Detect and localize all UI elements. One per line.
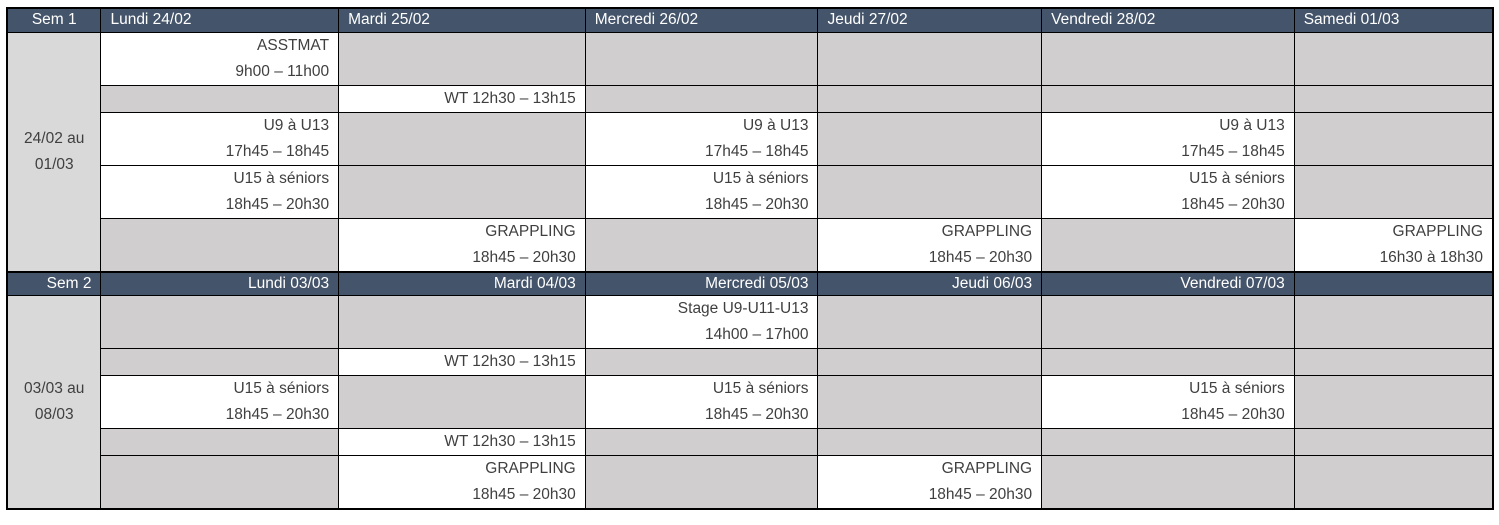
event-title: U9 à U13 (263, 116, 330, 134)
day-header: Mercredi 26/02 (585, 8, 818, 32)
empty-cell (1294, 296, 1493, 349)
event-title: U15 à séniors (712, 380, 809, 397)
event-time: 18h45 – 20h30 (705, 406, 809, 423)
day-header: Samedi 01/03 (1294, 8, 1493, 32)
empty-cell (818, 349, 1042, 376)
event-title: U15 à séniors (1189, 380, 1285, 397)
empty-cell (339, 32, 586, 85)
event-title: Stage U9-U11-U13 (677, 300, 809, 317)
event-cell (101, 165, 339, 218)
empty-cell (1042, 456, 1295, 510)
day-header: Mardi 25/02 (339, 8, 586, 32)
empty-cell (1294, 429, 1493, 456)
empty-cell (101, 296, 339, 349)
event-time: 16h30 à 18h30 (1379, 248, 1483, 266)
event-title: WT 12h30 – 13h15 (444, 433, 576, 450)
empty-cell (818, 85, 1042, 112)
event-cell (818, 456, 1042, 510)
event-time: 18h45 – 20h30 (472, 486, 576, 503)
event-cell (585, 165, 818, 218)
empty-cell (1294, 32, 1493, 85)
event-cell (1042, 376, 1295, 429)
event-time: 18h45 – 20h30 (928, 248, 1033, 266)
event-cell (339, 85, 586, 112)
day-header: Mardi 04/03 (339, 272, 586, 296)
empty-cell (1294, 112, 1493, 165)
event-title: GRAPPLING (941, 460, 1033, 477)
event-time: 18h45 – 20h30 (928, 486, 1033, 503)
event-cell (818, 218, 1042, 272)
event-title: U15 à séniors (233, 169, 330, 187)
event-cell (101, 32, 339, 85)
event-title: U15 à séniors (712, 169, 809, 187)
event-time: 18h45 – 20h30 (225, 406, 330, 423)
empty-cell (1294, 349, 1493, 376)
event-time: 18h45 – 20h30 (225, 195, 330, 213)
week-range-line: 24/02 au (24, 129, 85, 147)
day-header: Lundi 03/03 (101, 272, 339, 296)
day-header (1294, 272, 1493, 296)
week-number-header: Sem 2 (7, 272, 101, 296)
empty-cell (818, 112, 1042, 165)
event-title: GRAPPLING (1392, 222, 1483, 240)
event-cell (339, 218, 586, 272)
day-header: Vendredi 28/02 (1042, 8, 1295, 32)
event-time: 17h45 – 18h45 (225, 142, 330, 160)
empty-cell (1294, 165, 1493, 218)
schedule-row (7, 85, 1493, 112)
day-header: Mercredi 05/03 (585, 272, 818, 296)
week-number-header: Sem 1 (7, 8, 101, 32)
event-time: 17h45 – 18h45 (705, 142, 809, 160)
schedule-row (7, 376, 1493, 429)
day-header: Lundi 24/02 (101, 8, 339, 32)
empty-cell (818, 376, 1042, 429)
empty-cell (1042, 429, 1295, 456)
empty-cell (101, 218, 339, 272)
empty-cell (339, 112, 586, 165)
week-range-line: 08/03 (34, 406, 74, 423)
event-cell (1042, 112, 1295, 165)
event-title: U15 à séniors (233, 380, 330, 397)
event-cell (1042, 165, 1295, 218)
event-cell (101, 112, 339, 165)
empty-cell (339, 165, 586, 218)
event-time: 14h00 – 17h00 (705, 326, 809, 343)
day-header: Vendredi 07/03 (1042, 272, 1295, 296)
week-range-label (7, 32, 101, 272)
event-time: 9h00 – 11h00 (235, 62, 330, 80)
event-cell (339, 349, 586, 376)
empty-cell (818, 429, 1042, 456)
empty-cell (101, 85, 339, 112)
event-title: U9 à U13 (1219, 116, 1285, 134)
event-cell (339, 456, 586, 510)
empty-cell (1042, 218, 1295, 272)
event-title: GRAPPLING (485, 460, 576, 477)
event-cell (101, 376, 339, 429)
schedule-row (7, 349, 1493, 376)
empty-cell (339, 376, 586, 429)
event-time: 18h45 – 20h30 (1181, 406, 1285, 423)
empty-cell (1042, 32, 1295, 85)
empty-cell (818, 165, 1042, 218)
schedule-row (7, 32, 1493, 85)
event-title: WT 12h30 – 13h15 (444, 89, 576, 107)
empty-cell (1294, 456, 1493, 510)
week-header-row (7, 272, 1493, 296)
event-title: GRAPPLING (485, 222, 576, 240)
event-cell (585, 376, 818, 429)
day-header: Jeudi 06/03 (818, 272, 1042, 296)
week-range-line: 01/03 (34, 155, 74, 173)
empty-cell (818, 296, 1042, 349)
week-range-label (7, 296, 101, 510)
empty-cell (818, 32, 1042, 85)
empty-cell (585, 349, 818, 376)
empty-cell (585, 429, 818, 456)
event-title: U15 à séniors (1189, 169, 1285, 187)
empty-cell (1294, 85, 1493, 112)
event-title: GRAPPLING (941, 222, 1033, 240)
empty-cell (1042, 85, 1295, 112)
empty-cell (585, 456, 818, 510)
event-cell (585, 112, 818, 165)
event-cell (339, 429, 586, 456)
empty-cell (585, 85, 818, 112)
schedule-row (7, 112, 1493, 165)
empty-cell (585, 218, 818, 272)
schedule-table (6, 7, 1494, 510)
schedule-row (7, 165, 1493, 218)
event-time: 18h45 – 20h30 (472, 248, 576, 266)
event-time: 18h45 – 20h30 (1181, 195, 1285, 213)
schedule-row (7, 429, 1493, 456)
schedule-row (7, 456, 1493, 510)
day-header: Jeudi 27/02 (818, 8, 1042, 32)
empty-cell (1042, 296, 1295, 349)
schedule-row (7, 296, 1493, 349)
empty-cell (101, 456, 339, 510)
event-title: ASSTMAT (257, 36, 330, 54)
schedule-row (7, 218, 1493, 272)
week-header-row (7, 8, 1493, 32)
event-title: U9 à U13 (742, 116, 809, 134)
empty-cell (585, 32, 818, 85)
empty-cell (1042, 349, 1295, 376)
empty-cell (101, 429, 339, 456)
week-range-line: 03/03 au (24, 380, 85, 397)
event-time: 18h45 – 20h30 (705, 195, 809, 213)
empty-cell (101, 349, 339, 376)
empty-cell (1294, 376, 1493, 429)
empty-cell (339, 296, 586, 349)
event-cell (1294, 218, 1493, 272)
event-title: WT 12h30 – 13h15 (444, 353, 576, 370)
event-time: 17h45 – 18h45 (1181, 142, 1285, 160)
event-cell (585, 296, 818, 349)
